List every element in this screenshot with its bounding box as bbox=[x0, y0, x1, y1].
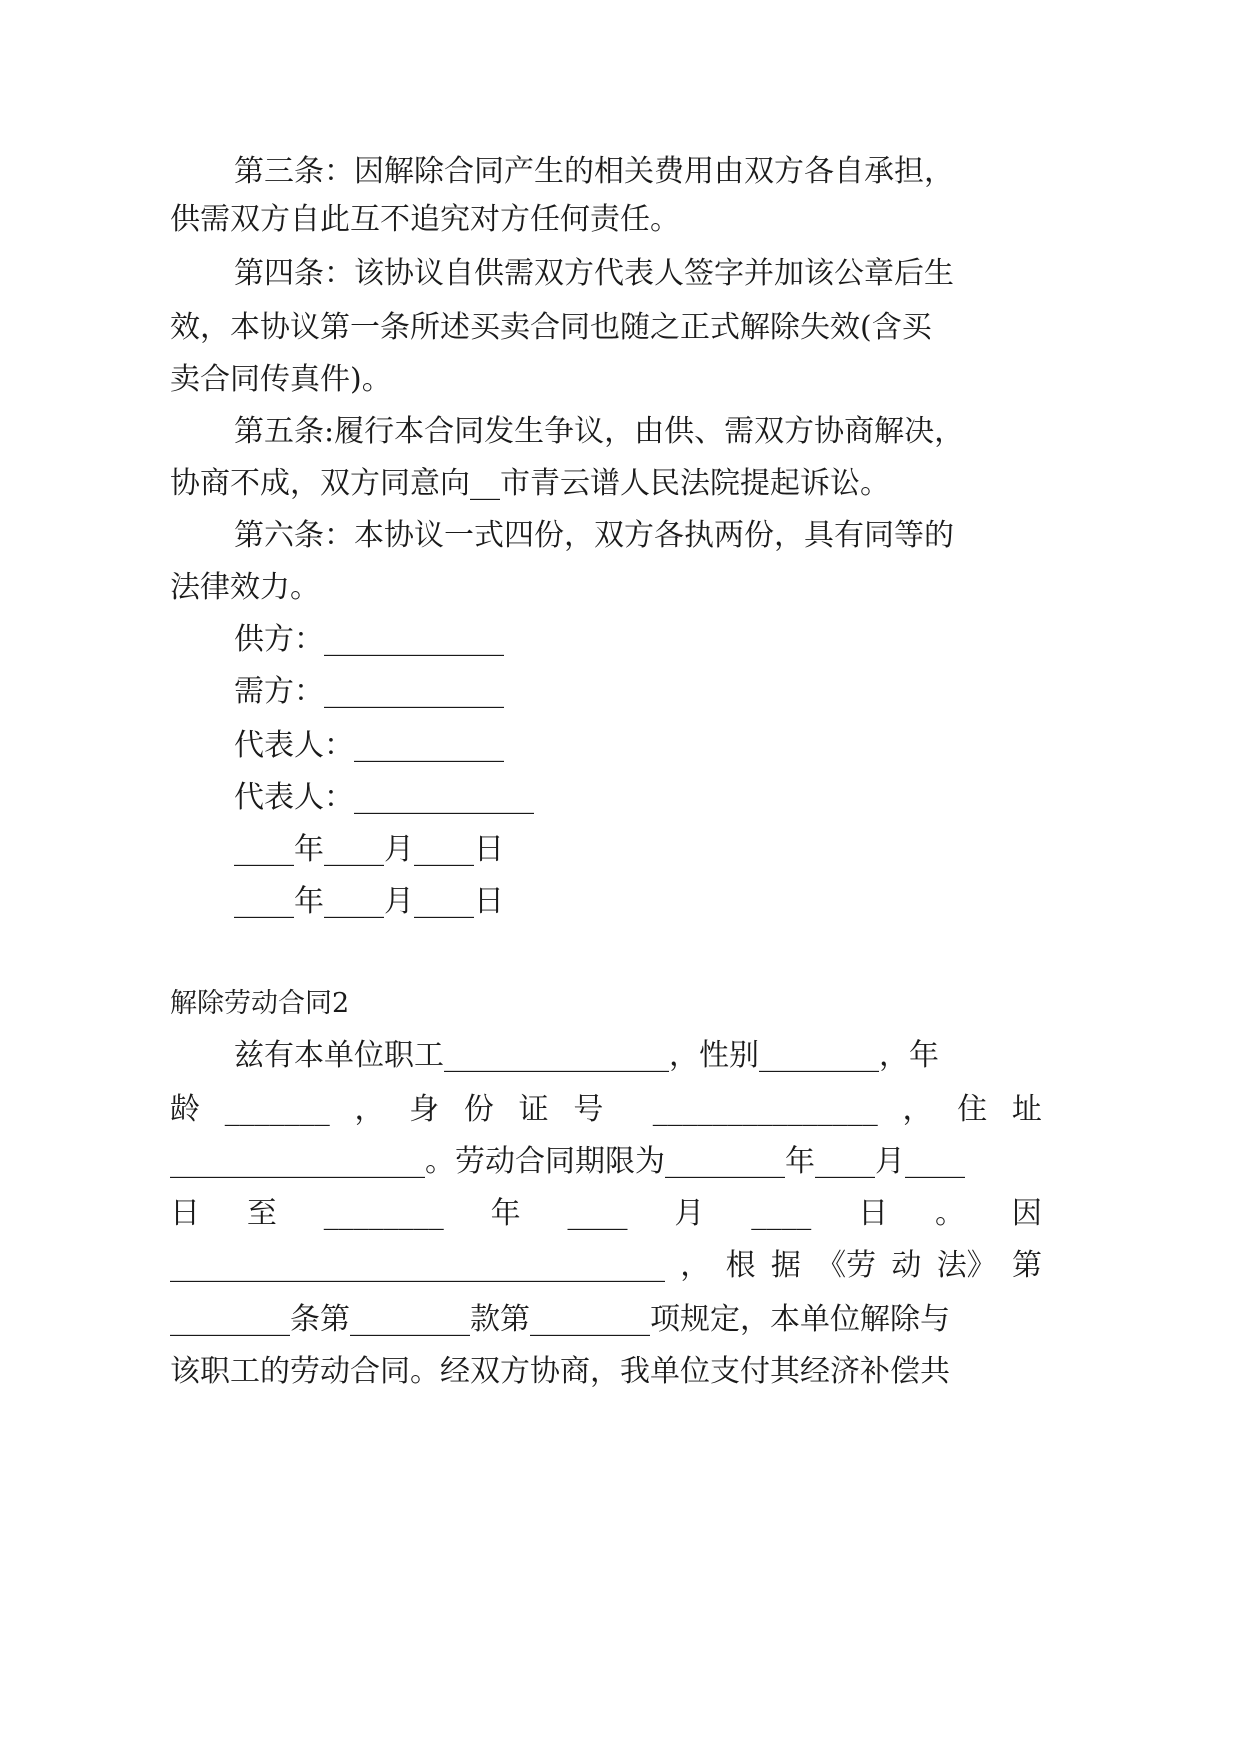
date-line-1: ____年____月____日 bbox=[234, 832, 504, 867]
article4-line3: 卖合同传真件)。 bbox=[170, 362, 392, 397]
text-fragment: 法》 bbox=[936, 1248, 997, 1283]
blank-age: _______ bbox=[224, 1092, 330, 1127]
termination-line2 bbox=[170, 1090, 1042, 1130]
text-fragment: 第 bbox=[1011, 1248, 1042, 1283]
text-fragment: 《劳 bbox=[816, 1248, 877, 1283]
blank-month: ____ bbox=[567, 1196, 628, 1231]
text-fragment: 月 bbox=[674, 1196, 705, 1231]
text-fragment: 份 bbox=[463, 1092, 494, 1127]
article6-line1: 第六条：本协议一式四份，双方各执两份，具有同等的 bbox=[234, 518, 954, 553]
article5-line1: 第五条:履行本合同发生争议，由供、需双方协商解决， bbox=[234, 414, 965, 449]
article3-line2: 供需双方自此互不追究对方任何责任。 bbox=[170, 202, 680, 237]
blank-id-number: _______________ bbox=[652, 1092, 878, 1127]
article5-line2: 协商不成，双方同意向__市青云谱人民法院提起诉讼。 bbox=[170, 466, 890, 501]
article6-line2: 法律效力。 bbox=[170, 570, 320, 605]
text-fragment: 年 bbox=[490, 1196, 521, 1231]
termination-line3: _________________。劳动合同期限为________年____月____ bbox=[170, 1144, 965, 1179]
termination-line6: ________条第________款第________项规定，本单位解除与 bbox=[170, 1302, 950, 1337]
representative-signature-line-2: 代表人：____________ bbox=[234, 780, 534, 815]
termination-line1: 兹有本单位职工_______________，性别________，年 bbox=[234, 1038, 939, 1073]
text-fragment: 龄 bbox=[170, 1092, 200, 1127]
blank-reason: _________________________________ bbox=[170, 1248, 665, 1283]
section-title: 解除劳动合同2 bbox=[170, 988, 350, 1019]
text-fragment: 住 bbox=[957, 1092, 988, 1127]
blank-day: ____ bbox=[751, 1196, 812, 1231]
text-fragment: 号 bbox=[573, 1092, 604, 1127]
termination-line7: 该职工的劳动合同。经双方协商，我单位支付其经济补偿共 bbox=[170, 1354, 950, 1389]
text-fragment: 身 bbox=[409, 1092, 440, 1127]
article4-line2: 效，本协议第一条所述买卖合同也随之正式解除失效(含买 bbox=[170, 310, 932, 345]
article3-line1: 第三条：因解除合同产生的相关费用由双方各自承担， bbox=[234, 154, 954, 189]
date-line-2: ____年____月____日 bbox=[234, 884, 504, 919]
demander-signature-line: 需方：____________ bbox=[234, 674, 504, 709]
text-fragment: 证 bbox=[518, 1092, 549, 1127]
text-fragment: 。 bbox=[935, 1196, 965, 1231]
text-fragment: 动 bbox=[891, 1248, 922, 1283]
text-fragment: 日 bbox=[170, 1196, 200, 1231]
text-fragment: ， bbox=[354, 1092, 385, 1127]
article4-line1: 第四条：该协议自供需双方代表人签字并加该公章后生 bbox=[234, 256, 954, 291]
text-fragment: 据 bbox=[770, 1248, 801, 1283]
text-fragment: 因 bbox=[1011, 1196, 1042, 1231]
text-fragment: ， bbox=[902, 1092, 933, 1127]
text-fragment: 至 bbox=[246, 1196, 277, 1231]
text-fragment: 根 bbox=[725, 1248, 756, 1283]
termination-line4 bbox=[170, 1194, 1042, 1234]
text-fragment: ， bbox=[680, 1248, 711, 1283]
representative-signature-line-1: 代表人：__________ bbox=[234, 728, 504, 763]
text-fragment: 址 bbox=[1011, 1092, 1042, 1127]
termination-line5 bbox=[170, 1246, 1042, 1286]
blank-year: ________ bbox=[323, 1196, 444, 1231]
supplier-signature-line: 供方：____________ bbox=[234, 622, 504, 657]
text-fragment: 日 bbox=[858, 1196, 889, 1231]
